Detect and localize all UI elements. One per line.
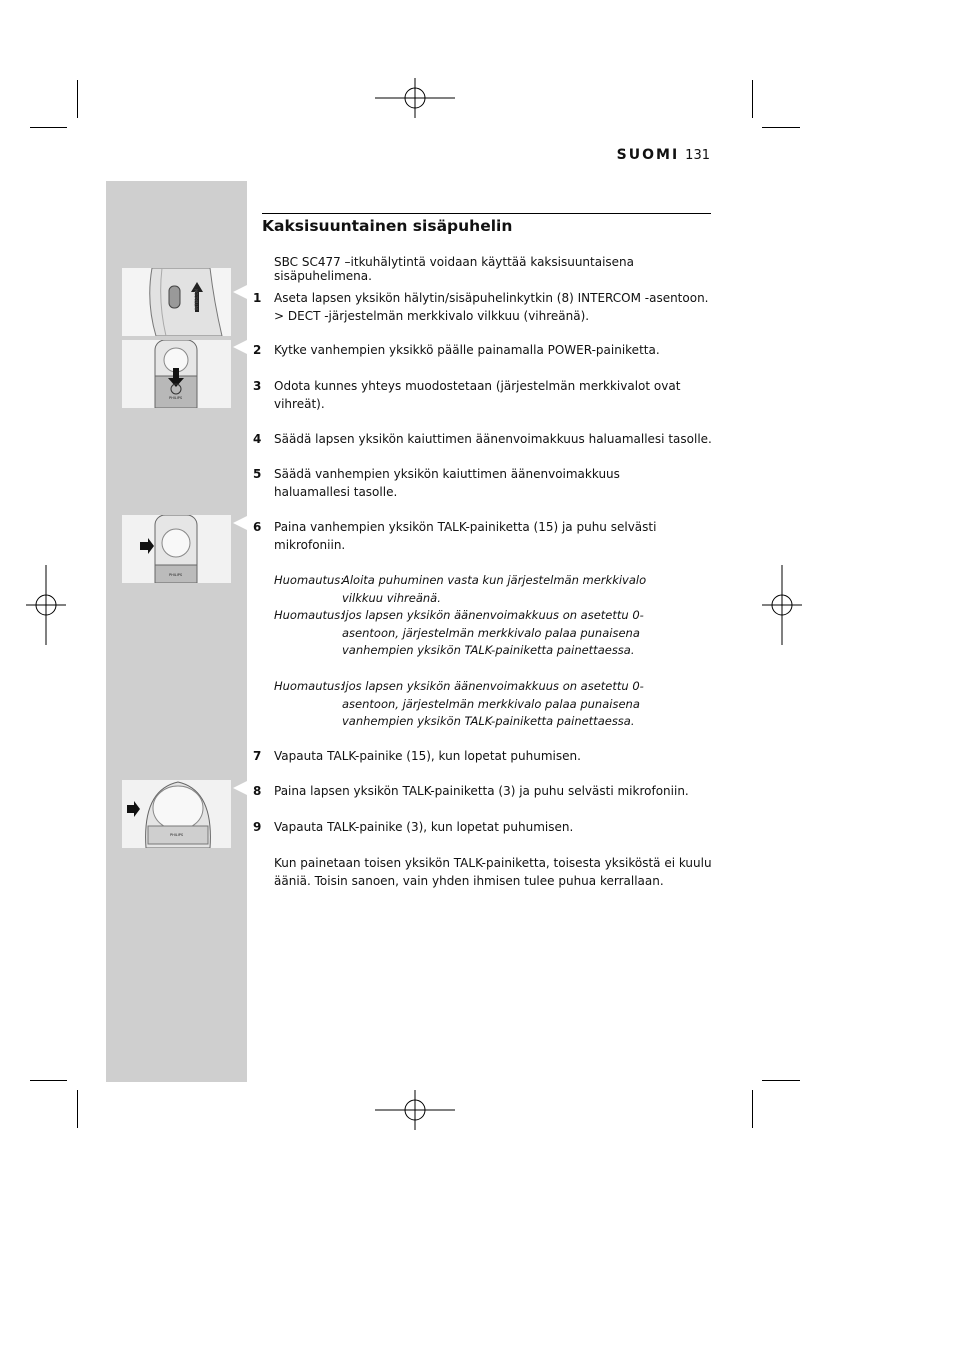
crop-mark [762, 127, 800, 128]
note-block [274, 607, 714, 660]
note-label: Huomautus: [274, 573, 345, 587]
registration-mark-top [375, 78, 455, 118]
step-number: 6 [253, 520, 262, 534]
note-text: Ijos lapsen yksikön äänenvoimakkuus on asetettu 0-asentoon, järjestelmän merkkivalo palaa punaisena vanhempien yksikön TALK-painiketta painettaessa. [342, 608, 644, 657]
step-number: 2 [253, 343, 262, 357]
step-item [253, 431, 713, 449]
step-item [253, 783, 713, 801]
step-text: Säädä lapsen yksikön kaiuttimen äänenvoimakkuus haluamallesi tasolle. [274, 432, 712, 446]
page-number: 131 [685, 148, 710, 163]
pointer-triangle [233, 285, 247, 299]
note-label: Huomautus: [274, 679, 345, 693]
note-text: Aloita puhuminen vasta kun järjestelmän merkkivalo vilkkuu vihreänä. [342, 573, 647, 605]
crop-mark [752, 1090, 753, 1128]
step-text: Vapauta TALK-painike (15), kun lopetat puhumisen. [274, 749, 581, 763]
pointer-triangle [233, 781, 247, 795]
brand-label: PHILIPS [169, 396, 183, 400]
svg-text:INTERCOM: INTERCOM [194, 288, 199, 310]
step-item [253, 748, 713, 766]
step-number: 7 [253, 749, 262, 763]
pointer-triangle [233, 516, 247, 530]
section-title: Kaksisuuntainen sisäpuhelin [262, 217, 513, 235]
step-subtext: > DECT -järjestelmän merkkivalo vilkkuu (vihreänä). [274, 308, 590, 323]
pointer-triangle [233, 340, 247, 354]
page-header [560, 147, 710, 163]
step-number: 8 [253, 784, 262, 798]
crop-mark [77, 1090, 78, 1128]
step-item [253, 819, 713, 837]
crop-mark [762, 1080, 800, 1081]
brand-label: PHILIPS [170, 833, 184, 837]
step-text: Odota kunnes yhteys muodostetaan (järjestelmän merkkivalot ovat vihreät). [274, 379, 681, 411]
section-intro: SBC SC477 –itkuhälytintä voidaan käyttää kaksisuuntaisena sisäpuhelimena. [274, 255, 635, 283]
step-text: Paina lapsen yksikön TALK-painiketta (3) ja puhu selvästi mikrofoniin. [274, 784, 689, 798]
note-label: Huomautus: [274, 608, 345, 622]
step-number: 3 [253, 379, 262, 393]
step-text: Aseta lapsen yksikön hälytin/sisäpuhelinkytkin (8) INTERCOM -asentoon. [274, 291, 709, 305]
crop-mark [30, 1080, 67, 1081]
registration-mark-bottom [375, 1090, 455, 1130]
registration-mark-left [26, 565, 66, 645]
crop-mark [752, 80, 753, 118]
crop-mark [77, 80, 78, 118]
step-text: Kytke vanhempien yksikkö päälle painamalla POWER-painiketta. [274, 343, 660, 357]
brand-label: PHILIPS [169, 573, 183, 577]
note-block [274, 572, 714, 607]
step-text: Säädä vanhempien yksikön kaiuttimen äänenvoimakkuus haluamallesi tasolle. [274, 467, 620, 499]
illustration-parent-power [122, 340, 231, 408]
step-item [253, 466, 713, 501]
illustration-parent-talk [122, 515, 231, 583]
crop-mark [30, 127, 67, 128]
note-block [274, 678, 714, 731]
note-text: Ijos lapsen yksikön äänenvoimakkuus on asetettu 0-asentoon, järjestelmän merkkivalo palaa punaisena vanhempien yksikön TALK-painiketta painettaessa. [342, 679, 644, 728]
closing-paragraph: Kun painetaan toisen yksikön TALK-painiketta, toisesta yksiköstä ei kuulu ääniä. Toisin sanoen, vain yhden ihmisen tulee puhua kerrallaan. [274, 856, 712, 888]
step-item [253, 342, 713, 360]
title-rule [262, 213, 711, 214]
step-item [253, 378, 713, 413]
step-number: 5 [253, 467, 262, 481]
step-item [253, 290, 713, 325]
illustration-baby-talk [122, 780, 231, 848]
language-label: SUOMI [616, 147, 680, 163]
step-text: Vapauta TALK-painike (3), kun lopetat puhumisen. [274, 820, 574, 834]
step-text: Paina vanhempien yksikön TALK-painiketta (15) ja puhu selvästi mikrofoniin. [274, 520, 657, 552]
registration-mark-right [762, 565, 802, 645]
illustration-intercom-switch [122, 268, 231, 336]
step-number: 1 [253, 291, 262, 305]
step-number: 4 [253, 432, 262, 446]
step-number: 9 [253, 820, 262, 834]
step-item [253, 519, 713, 554]
